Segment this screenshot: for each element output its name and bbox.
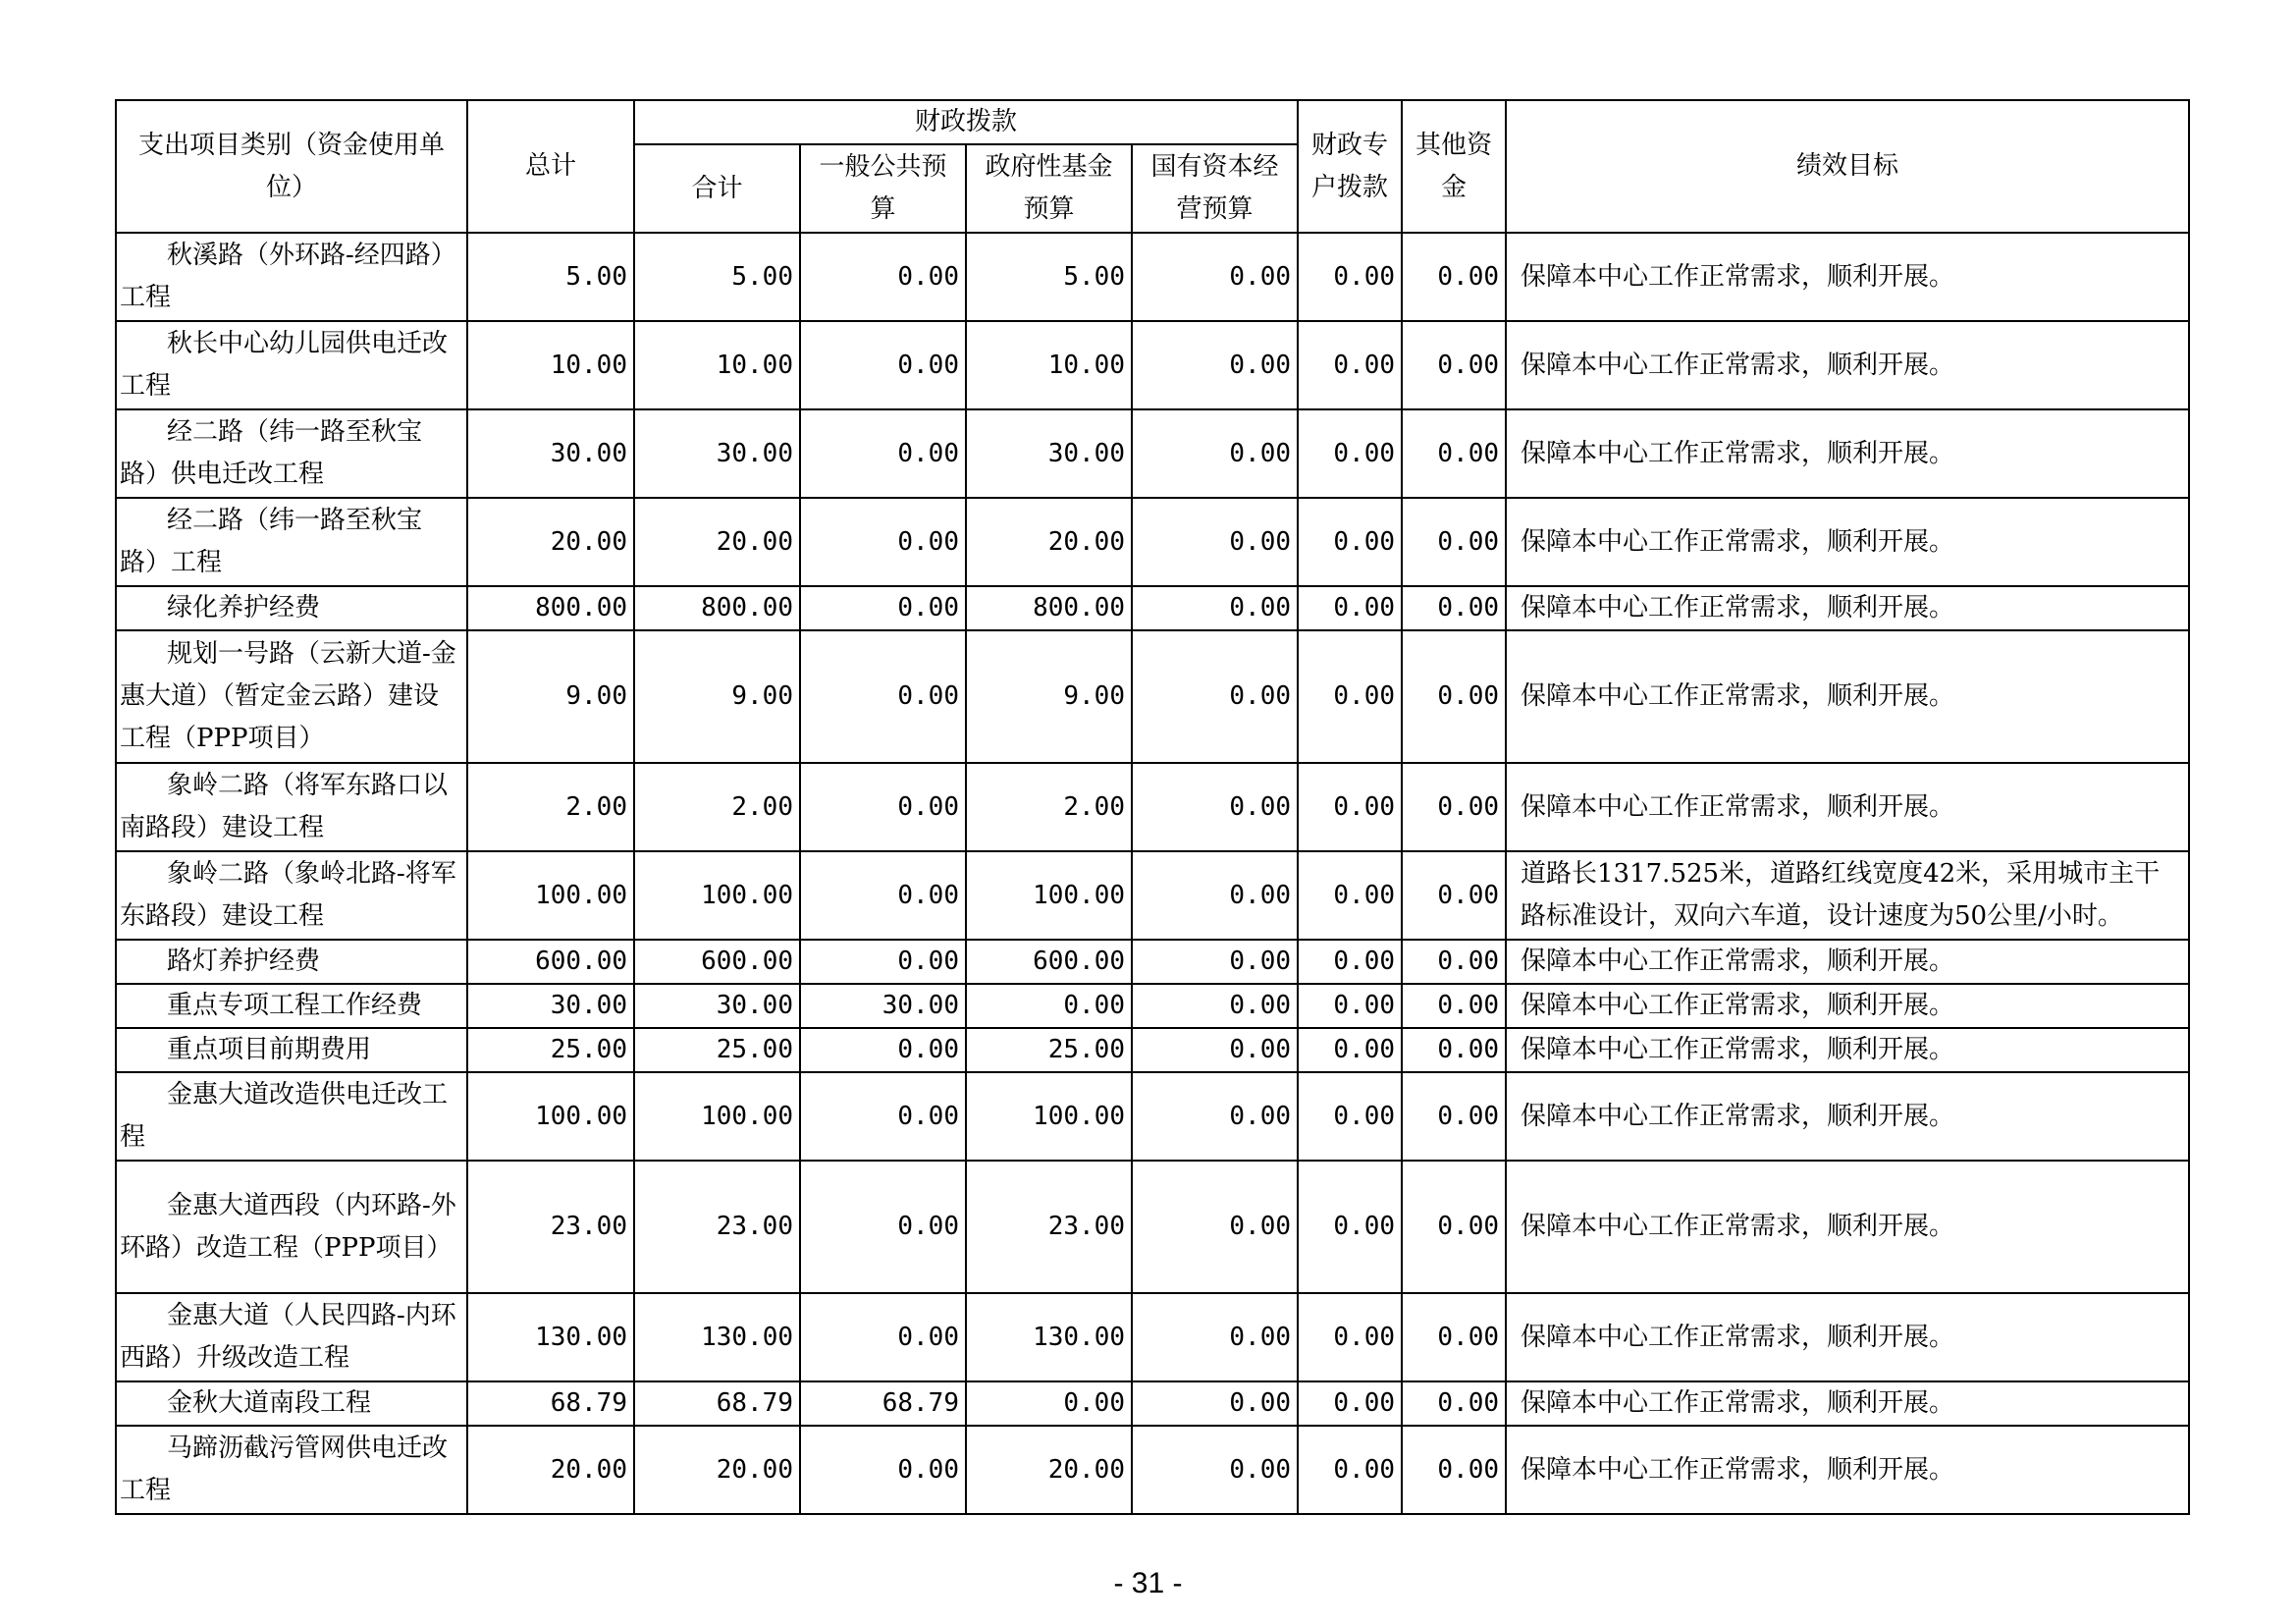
table-row <box>116 409 2189 498</box>
cell-general-budget: 68.79 <box>800 1381 966 1426</box>
cell-special-account: 0.00 <box>1298 851 1402 940</box>
cell-general-budget: 0.00 <box>800 940 966 984</box>
cell-state-capital-budget: 0.00 <box>1132 630 1298 763</box>
cell-fund-budget: 800.00 <box>966 586 1132 630</box>
table-row <box>116 1426 2189 1514</box>
cell-total: 10.00 <box>467 321 634 409</box>
cell-state-capital-budget: 0.00 <box>1132 586 1298 630</box>
cell-other-funds: 0.00 <box>1402 851 1506 940</box>
cell-subtotal: 130.00 <box>634 1293 800 1381</box>
cell-total: 25.00 <box>467 1028 634 1072</box>
cell-total: 68.79 <box>467 1381 634 1426</box>
cell-other-funds: 0.00 <box>1402 1072 1506 1161</box>
cell-special-account: 0.00 <box>1298 1028 1402 1072</box>
cell-subtotal: 20.00 <box>634 1426 800 1514</box>
cell-fund-budget: 25.00 <box>966 1028 1132 1072</box>
cell-subtotal: 2.00 <box>634 763 800 851</box>
cell-fund-budget: 0.00 <box>966 984 1132 1028</box>
cell-fund-budget: 130.00 <box>966 1293 1132 1381</box>
table-row <box>116 321 2189 409</box>
header-category: 支出项目类别（资金使用单位） <box>116 100 467 233</box>
cell-general-budget: 0.00 <box>800 233 966 321</box>
row-name <box>116 940 467 984</box>
cell-special-account: 0.00 <box>1298 1072 1402 1161</box>
cell-subtotal: 68.79 <box>634 1381 800 1426</box>
cell-other-funds: 0.00 <box>1402 1426 1506 1514</box>
cell-state-capital-budget: 0.00 <box>1132 498 1298 586</box>
cell-fund-budget: 0.00 <box>966 1381 1132 1426</box>
cell-subtotal: 5.00 <box>634 233 800 321</box>
cell-goal: 保障本中心工作正常需求，顺利开展。 <box>1506 233 2189 321</box>
cell-other-funds: 0.00 <box>1402 763 1506 851</box>
row-name <box>116 409 467 498</box>
table-row <box>116 1161 2189 1293</box>
row-name <box>116 321 467 409</box>
cell-total: 20.00 <box>467 498 634 586</box>
cell-total: 30.00 <box>467 984 634 1028</box>
cell-special-account: 0.00 <box>1298 1293 1402 1381</box>
row-name <box>116 1293 467 1381</box>
cell-other-funds: 0.00 <box>1402 630 1506 763</box>
cell-special-account: 0.00 <box>1298 233 1402 321</box>
cell-subtotal: 800.00 <box>634 586 800 630</box>
cell-goal: 保障本中心工作正常需求，顺利开展。 <box>1506 940 2189 984</box>
cell-fund-budget: 2.00 <box>966 763 1132 851</box>
cell-subtotal: 20.00 <box>634 498 800 586</box>
row-name <box>116 233 467 321</box>
row-name <box>116 498 467 586</box>
cell-general-budget: 0.00 <box>800 1293 966 1381</box>
cell-total: 800.00 <box>467 586 634 630</box>
row-name <box>116 1028 467 1072</box>
cell-special-account: 0.00 <box>1298 763 1402 851</box>
cell-subtotal: 100.00 <box>634 851 800 940</box>
cell-total: 23.00 <box>467 1161 634 1293</box>
row-name <box>116 763 467 851</box>
cell-special-account: 0.00 <box>1298 321 1402 409</box>
page-number: - 31 - <box>1113 1567 1183 1599</box>
header-state-capital-budget: 国有资本经营预算 <box>1132 144 1298 233</box>
cell-other-funds: 0.00 <box>1402 984 1506 1028</box>
cell-fund-budget: 100.00 <box>966 1072 1132 1161</box>
cell-special-account: 0.00 <box>1298 586 1402 630</box>
table-row <box>116 1072 2189 1161</box>
cell-fund-budget: 100.00 <box>966 851 1132 940</box>
row-name-text: 金秋大道南段工程 <box>167 1388 372 1418</box>
table-row <box>116 1381 2189 1426</box>
cell-other-funds: 0.00 <box>1402 233 1506 321</box>
cell-goal: 保障本中心工作正常需求，顺利开展。 <box>1506 586 2189 630</box>
cell-other-funds: 0.00 <box>1402 1381 1506 1426</box>
row-name-text: 重点专项工程工作经费 <box>167 991 423 1020</box>
cell-total: 600.00 <box>467 940 634 984</box>
cell-fund-budget: 20.00 <box>966 498 1132 586</box>
cell-state-capital-budget: 0.00 <box>1132 409 1298 498</box>
table-row <box>116 630 2189 763</box>
row-name-text: 象岭二路（象岭北路-将军东路段）建设工程 <box>120 859 456 931</box>
cell-general-budget: 0.00 <box>800 1072 966 1161</box>
cell-fund-budget: 9.00 <box>966 630 1132 763</box>
cell-general-budget: 30.00 <box>800 984 966 1028</box>
cell-total: 2.00 <box>467 763 634 851</box>
row-name-text: 金惠大道改造供电迁改工程 <box>120 1080 449 1152</box>
cell-total: 100.00 <box>467 851 634 940</box>
cell-goal: 保障本中心工作正常需求，顺利开展。 <box>1506 1426 2189 1514</box>
row-name <box>116 851 467 940</box>
row-name-text: 路灯养护经费 <box>167 947 321 976</box>
row-name-text: 金惠大道（人民四路-内环西路）升级改造工程 <box>120 1301 456 1373</box>
cell-other-funds: 0.00 <box>1402 409 1506 498</box>
row-name-text: 经二路（纬一路至秋宝路）工程 <box>120 506 423 577</box>
cell-fund-budget: 30.00 <box>966 409 1132 498</box>
table-row <box>116 586 2189 630</box>
cell-total: 9.00 <box>467 630 634 763</box>
table-row <box>116 233 2189 321</box>
cell-total: 5.00 <box>467 233 634 321</box>
cell-subtotal: 600.00 <box>634 940 800 984</box>
cell-goal: 道路长1317.525米，道路红线宽度42米，采用城市主干路标准设计，双向六车道，设计速度为50公里/小时。 <box>1506 851 2189 940</box>
cell-goal: 保障本中心工作正常需求，顺利开展。 <box>1506 1381 2189 1426</box>
row-name-text: 重点项目前期费用 <box>167 1035 372 1064</box>
cell-total: 130.00 <box>467 1293 634 1381</box>
cell-other-funds: 0.00 <box>1402 321 1506 409</box>
cell-goal: 保障本中心工作正常需求，顺利开展。 <box>1506 630 2189 763</box>
cell-goal: 保障本中心工作正常需求，顺利开展。 <box>1506 1072 2189 1161</box>
cell-state-capital-budget: 0.00 <box>1132 851 1298 940</box>
row-name <box>116 1072 467 1161</box>
cell-subtotal: 30.00 <box>634 409 800 498</box>
cell-other-funds: 0.00 <box>1402 940 1506 984</box>
header-other-funds: 其他资金 <box>1402 100 1506 233</box>
cell-subtotal: 23.00 <box>634 1161 800 1293</box>
cell-other-funds: 0.00 <box>1402 498 1506 586</box>
row-name-text: 象岭二路（将军东路口以南路段）建设工程 <box>120 771 449 842</box>
cell-state-capital-budget: 0.00 <box>1132 984 1298 1028</box>
header-total: 总计 <box>467 100 634 233</box>
table-row <box>116 1293 2189 1381</box>
table-row <box>116 498 2189 586</box>
cell-total: 20.00 <box>467 1426 634 1514</box>
row-name-text: 秋长中心幼儿园供电迁改工程 <box>120 329 449 401</box>
cell-goal: 保障本中心工作正常需求，顺利开展。 <box>1506 763 2189 851</box>
row-name <box>116 630 467 763</box>
cell-special-account: 0.00 <box>1298 630 1402 763</box>
cell-special-account: 0.00 <box>1298 1426 1402 1514</box>
table-row <box>116 940 2189 984</box>
cell-special-account: 0.00 <box>1298 498 1402 586</box>
cell-subtotal: 25.00 <box>634 1028 800 1072</box>
cell-general-budget: 0.00 <box>800 498 966 586</box>
table-row <box>116 851 2189 940</box>
cell-state-capital-budget: 0.00 <box>1132 233 1298 321</box>
row-name-text: 规划一号路（云新大道-金惠大道）（暂定金云路）建设工程（PPP项目） <box>120 639 456 753</box>
cell-special-account: 0.00 <box>1298 1381 1402 1426</box>
row-name-text: 马蹄沥截污管网供电迁改工程 <box>120 1434 449 1505</box>
table-row <box>116 763 2189 851</box>
cell-subtotal: 30.00 <box>634 984 800 1028</box>
header-general-budget: 一般公共预算 <box>800 144 966 233</box>
cell-subtotal: 100.00 <box>634 1072 800 1161</box>
cell-other-funds: 0.00 <box>1402 1293 1506 1381</box>
cell-goal: 保障本中心工作正常需求，顺利开展。 <box>1506 498 2189 586</box>
cell-special-account: 0.00 <box>1298 409 1402 498</box>
cell-other-funds: 0.00 <box>1402 1161 1506 1293</box>
table-row <box>116 984 2189 1028</box>
cell-goal: 保障本中心工作正常需求，顺利开展。 <box>1506 1293 2189 1381</box>
cell-special-account: 0.00 <box>1298 940 1402 984</box>
cell-state-capital-budget: 0.00 <box>1132 763 1298 851</box>
row-name <box>116 1161 467 1293</box>
cell-goal: 保障本中心工作正常需求，顺利开展。 <box>1506 409 2189 498</box>
cell-state-capital-budget: 0.00 <box>1132 1426 1298 1514</box>
cell-fund-budget: 20.00 <box>966 1426 1132 1514</box>
cell-general-budget: 0.00 <box>800 763 966 851</box>
row-name-text: 绿化养护经费 <box>167 593 321 623</box>
row-name <box>116 1426 467 1514</box>
cell-fund-budget: 5.00 <box>966 233 1132 321</box>
cell-total: 100.00 <box>467 1072 634 1161</box>
cell-general-budget: 0.00 <box>800 409 966 498</box>
row-name <box>116 1381 467 1426</box>
header-goal: 绩效目标 <box>1506 100 2189 233</box>
cell-state-capital-budget: 0.00 <box>1132 1072 1298 1161</box>
row-name-text: 秋溪路（外环路-经四路）工程 <box>120 241 456 312</box>
cell-general-budget: 0.00 <box>800 321 966 409</box>
cell-fund-budget: 600.00 <box>966 940 1132 984</box>
cell-general-budget: 0.00 <box>800 1426 966 1514</box>
cell-goal: 保障本中心工作正常需求，顺利开展。 <box>1506 1028 2189 1072</box>
cell-goal: 保障本中心工作正常需求，顺利开展。 <box>1506 984 2189 1028</box>
cell-subtotal: 9.00 <box>634 630 800 763</box>
cell-special-account: 0.00 <box>1298 984 1402 1028</box>
cell-state-capital-budget: 0.00 <box>1132 1293 1298 1381</box>
header-fund-budget: 政府性基金预算 <box>966 144 1132 233</box>
row-name <box>116 984 467 1028</box>
cell-general-budget: 0.00 <box>800 1161 966 1293</box>
cell-goal: 保障本中心工作正常需求，顺利开展。 <box>1506 1161 2189 1293</box>
cell-state-capital-budget: 0.00 <box>1132 940 1298 984</box>
cell-state-capital-budget: 0.00 <box>1132 1028 1298 1072</box>
cell-state-capital-budget: 0.00 <box>1132 1381 1298 1426</box>
budget-table <box>115 99 2190 1515</box>
table-row <box>116 1028 2189 1072</box>
row-name-text: 金惠大道西段（内环路-外环路）改造工程（PPP项目） <box>120 1190 456 1263</box>
cell-general-budget: 0.00 <box>800 1028 966 1072</box>
cell-special-account: 0.00 <box>1298 1161 1402 1293</box>
cell-general-budget: 0.00 <box>800 630 966 763</box>
cell-other-funds: 0.00 <box>1402 586 1506 630</box>
cell-fund-budget: 23.00 <box>966 1161 1132 1293</box>
cell-other-funds: 0.00 <box>1402 1028 1506 1072</box>
cell-state-capital-budget: 0.00 <box>1132 321 1298 409</box>
cell-general-budget: 0.00 <box>800 586 966 630</box>
header-subtotal: 合计 <box>634 144 800 233</box>
header-special-account: 财政专户拨款 <box>1298 100 1402 233</box>
cell-general-budget: 0.00 <box>800 851 966 940</box>
header-fiscal-group: 财政拨款 <box>634 100 1298 144</box>
cell-subtotal: 10.00 <box>634 321 800 409</box>
row-name-text: 经二路（纬一路至秋宝路）供电迁改工程 <box>120 417 423 489</box>
cell-goal: 保障本中心工作正常需求，顺利开展。 <box>1506 321 2189 409</box>
cell-total: 30.00 <box>467 409 634 498</box>
row-name <box>116 586 467 630</box>
cell-fund-budget: 10.00 <box>966 321 1132 409</box>
cell-state-capital-budget: 0.00 <box>1132 1161 1298 1293</box>
